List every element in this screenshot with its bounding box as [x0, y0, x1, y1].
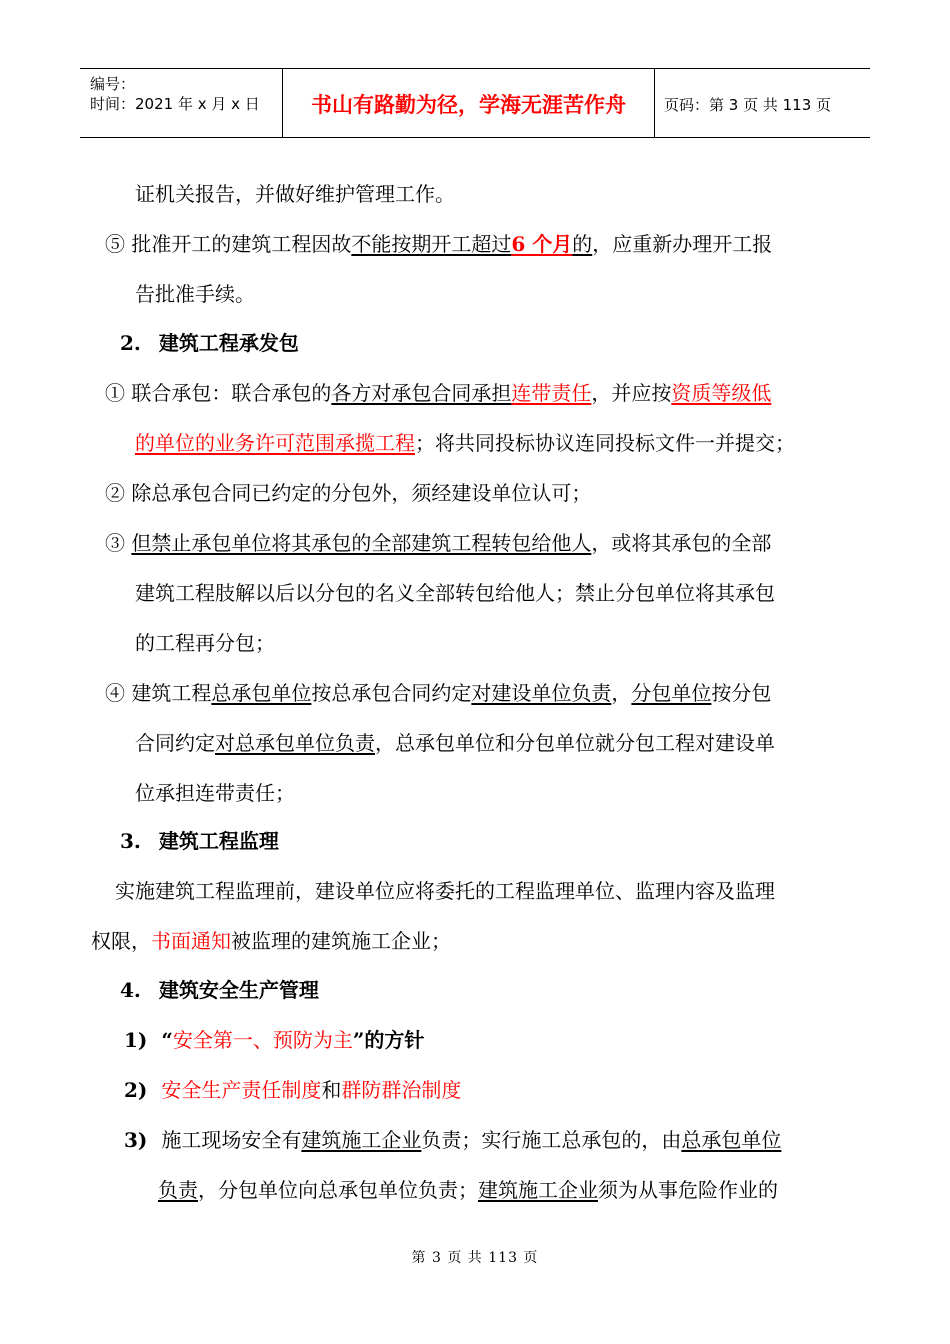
text-run: ⑤ 批准开工的建筑工程因故 — [105, 232, 352, 256]
underlined-text: 不能按期开工超过 — [351, 232, 512, 256]
body-line-10 — [105, 678, 771, 708]
text-run: 位承担连带责任； — [135, 781, 295, 805]
section-heading-3 — [120, 826, 279, 856]
point-number: 3) — [124, 1128, 148, 1152]
highlight-text: 安全生产责任制度 — [161, 1078, 322, 1102]
page-header — [80, 68, 870, 138]
header-page-cell — [655, 69, 870, 137]
text-run: ，应重新办理开工报 — [592, 232, 773, 256]
text-run: ，并应按 — [591, 381, 672, 405]
text-run: ，分包单位向总承包单位负责； — [198, 1178, 478, 1202]
text-run: 建筑工程肢解以后以分包的名义全部转包给他人；禁止分包单位将其承包 — [135, 581, 775, 605]
point-number: 2) — [124, 1078, 148, 1102]
text-run: 实施建筑工程监理前，建设单位应将委托的工程监理单位、监理内容及监理 — [115, 879, 775, 903]
body-line-8 — [135, 578, 775, 608]
body-line-4 — [105, 378, 771, 408]
header-motto-cell — [283, 69, 655, 137]
body-line-5 — [135, 428, 795, 458]
underlined-text: 的 — [572, 232, 593, 256]
text-run: ，或将其承包的全部 — [591, 531, 772, 555]
text-run: 施工现场安全有 — [161, 1128, 302, 1152]
body-line-1 — [135, 179, 455, 209]
highlight-text: 群防群治制度 — [341, 1078, 462, 1102]
point-1 — [124, 1025, 424, 1055]
underlined-text: 建筑施工企业 — [478, 1178, 598, 1202]
section-title: 建筑工程承发包 — [158, 331, 299, 355]
text-run: 权限， — [91, 929, 151, 953]
header-page-info: 页码：第 3 页 共 113 页 — [664, 96, 832, 114]
text-run: 告批准手续。 — [135, 282, 255, 306]
point-2 — [124, 1075, 461, 1105]
text-run: ② 除总承包合同已约定的分包外，须经建设单位认可； — [105, 481, 592, 505]
highlight-text: 资质等级低 — [671, 381, 772, 405]
underlined-text: 对建设单位负责 — [471, 681, 612, 705]
underlined-text: 建筑施工企业 — [301, 1128, 422, 1152]
point-number: 1) — [124, 1028, 148, 1052]
underlined-text: 各方对承包合同承担 — [331, 381, 512, 405]
underlined-text: 负责 — [158, 1178, 198, 1202]
text-run: 按分包 — [711, 681, 772, 705]
text-run: 负责；实行施工总承包的，由 — [421, 1128, 682, 1152]
text-run: 的工程再分包； — [135, 631, 275, 655]
body-line-9 — [135, 628, 275, 658]
page-footer: 第 3 页 共 113 页 — [411, 1250, 539, 1266]
underlined-text: 分包单位 — [631, 681, 712, 705]
underlined-text: 总承包单位 — [681, 1128, 782, 1152]
body-line-14 — [91, 926, 451, 956]
text-run: ；将共同投标协议连同投标文件一并提交； — [415, 431, 795, 455]
header-motto: 书山有路勤为径，学海无涯苦作舟 — [311, 92, 626, 117]
text-run: ④ 建筑工程 — [105, 681, 212, 705]
doc-time-label: 时间：2021 年 x 月 x 日 — [90, 95, 260, 113]
text-run: ”的方针 — [352, 1028, 425, 1052]
underlined-text: 对总承包单位负责 — [215, 731, 375, 755]
body-line-11 — [135, 728, 775, 758]
body-line-15 — [158, 1175, 778, 1205]
body-line-7 — [105, 528, 771, 558]
text-run: ， — [611, 681, 632, 705]
text-run: 按总承包合同约定 — [311, 681, 472, 705]
section-heading-4 — [120, 975, 319, 1005]
section-number: 4. — [120, 978, 141, 1002]
body-line-6 — [105, 478, 591, 508]
section-number: 3. — [120, 829, 141, 853]
doc-number-label: 编号： — [90, 75, 136, 93]
text-run: 须为从事危险作业的 — [598, 1178, 778, 1202]
section-heading-2 — [120, 328, 299, 358]
highlight-text: 书面通知 — [151, 929, 231, 953]
section-number: 2. — [120, 331, 141, 355]
body-line-13 — [115, 876, 775, 906]
text-run: ① 联合承包：联合承包的 — [105, 381, 332, 405]
text-run: 被监理的建筑施工企业； — [231, 929, 451, 953]
text-run: 和 — [321, 1078, 342, 1102]
header-meta-cell — [80, 69, 283, 137]
highlight-text: 连带责任 — [511, 381, 592, 405]
body-line-2 — [105, 229, 772, 259]
highlight-text: 的单位的业务许可范围承揽工程 — [135, 431, 415, 455]
text-run: 证机关报告，并做好维护管理工作。 — [135, 182, 455, 206]
text-run: “ — [161, 1028, 173, 1052]
underlined-text: 总承包单位 — [211, 681, 312, 705]
text-run: 合同约定 — [135, 731, 215, 755]
point-3 — [124, 1125, 781, 1155]
highlight-text: 6 个月 — [511, 232, 573, 256]
section-title: 建筑工程监理 — [158, 829, 279, 853]
text-run: ③ — [105, 531, 132, 555]
section-title: 建筑安全生产管理 — [158, 978, 319, 1002]
body-line-12 — [135, 778, 295, 808]
underlined-text: 但禁止承包单位将其承包的全部建筑工程转包给他人 — [131, 531, 592, 555]
body-line-3 — [135, 279, 255, 309]
highlight-text: 安全第一、预防为主 — [172, 1028, 353, 1052]
text-run: ，总承包单位和分包单位就分包工程对建设单 — [375, 731, 775, 755]
